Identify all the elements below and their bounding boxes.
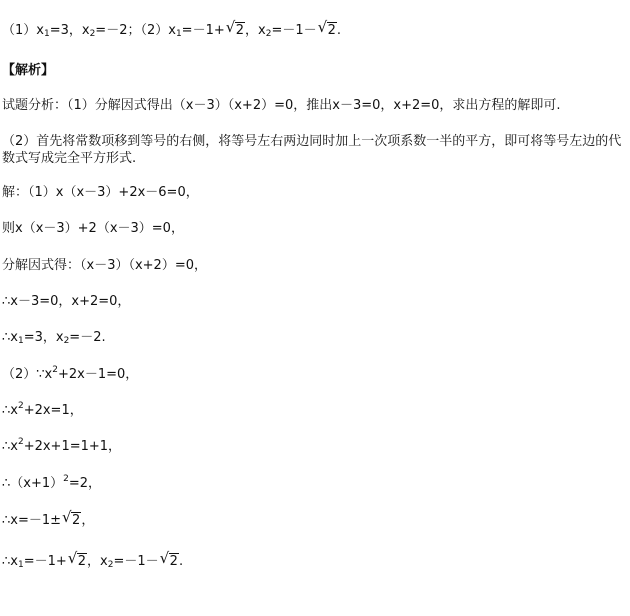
solution-line-2: 则x（x－3）+2（x－3）=0， xyxy=(2,221,184,236)
answer-text: ，x xyxy=(245,23,266,38)
sqrt-symbol: √ 2 xyxy=(159,549,178,569)
solution-text: =－2. xyxy=(69,330,106,345)
solution-text: +2x=1， xyxy=(23,403,83,418)
analysis-heading: 【解析】 xyxy=(2,63,55,78)
subscript: 2 xyxy=(89,29,96,39)
solution-line-10 xyxy=(2,508,95,529)
subscript: 1 xyxy=(175,29,182,39)
solution-line-9 xyxy=(2,475,101,494)
solution-text: ∴x xyxy=(2,403,18,418)
solution-text: =－1+ xyxy=(23,554,67,569)
solution-text: =3，x xyxy=(23,330,64,345)
radicand: 2 xyxy=(77,554,87,569)
radicand: 2 xyxy=(235,23,245,38)
solution-text: +2x－1=0， xyxy=(57,367,139,382)
subscript: 2 xyxy=(63,336,70,346)
radicand: 2 xyxy=(72,513,81,528)
answer-text: =－1+ xyxy=(181,23,225,38)
solution-text: ∴x xyxy=(2,439,18,454)
answer-text: =－2；（2）x xyxy=(95,23,176,38)
answer-text: =3，x xyxy=(49,23,90,38)
sqrt-symbol: √ 2 xyxy=(225,18,245,38)
solution-line-3: 分解因式得：（x－3）（x+2）=0， xyxy=(2,258,207,273)
answer-text: （1）x xyxy=(2,23,44,38)
answer-text: . xyxy=(336,23,342,38)
solution-line-4: ∴x－3=0，x+2=0， xyxy=(2,294,131,309)
superscript: 2 xyxy=(52,365,58,375)
subscript: 2 xyxy=(107,560,114,570)
superscript: 2 xyxy=(63,474,69,484)
solution-text: =－1－ xyxy=(113,554,159,569)
solution-text: . xyxy=(178,554,184,569)
sqrt-symbol: √ 2 xyxy=(62,508,81,528)
solution-text: ， xyxy=(81,513,95,528)
analysis-paragraph-1: 试题分析：（1）分解因式得出（x－3）（x+2）=0，推出x－3=0，x+2=0，求出方程的解即可. xyxy=(2,98,561,113)
solution-line-11 xyxy=(2,549,184,572)
solution-text: ∴x xyxy=(2,554,18,569)
subscript: 1 xyxy=(17,560,24,570)
sqrt-symbol: √ 2 xyxy=(317,18,336,38)
radicand: 2 xyxy=(327,23,336,38)
superscript: 2 xyxy=(17,401,24,411)
analysis-paragraph-2: （2）首先将常数项移到等号的右侧，将等号左右两边同时加上一次项系数一半的平方，即可将等号左边的代数式写成完全平方形式. xyxy=(2,134,622,166)
solution-line-1: 解：（1）x（x－3）+2x－6=0， xyxy=(2,185,199,200)
solution-text: ∴（x+1） xyxy=(2,476,64,491)
subscript: 1 xyxy=(43,29,50,39)
sqrt-symbol: √ 2 xyxy=(67,549,87,569)
solution-line-5 xyxy=(2,329,106,348)
radicand: 2 xyxy=(169,554,178,569)
solution-line-6 xyxy=(2,366,138,385)
solution-text: ，x xyxy=(87,554,108,569)
superscript: 2 xyxy=(17,437,24,447)
solution-text: =2， xyxy=(68,476,102,491)
subscript: 1 xyxy=(17,336,24,346)
solution-line-7 xyxy=(2,402,83,421)
subscript: 2 xyxy=(265,29,272,39)
solution-text: ∴x=－1± xyxy=(2,513,62,528)
answer-line xyxy=(2,18,342,41)
solution-text: ∴x xyxy=(2,330,18,345)
solution-line-8 xyxy=(2,438,121,457)
solution-text: （2）∵x xyxy=(2,367,53,382)
answer-text: =－1－ xyxy=(271,23,317,38)
solution-text: +2x+1=1+1， xyxy=(23,439,122,454)
